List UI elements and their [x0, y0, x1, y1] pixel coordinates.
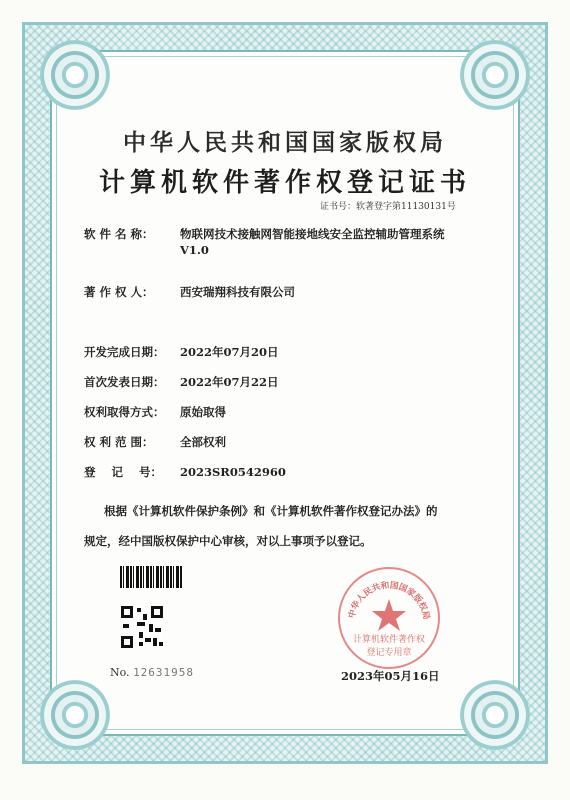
serial-prefix: No.	[110, 666, 130, 679]
seal-ring-text: 中华人民共和国国家版权局	[347, 580, 431, 621]
corner-rosette-icon	[460, 40, 530, 110]
software-name-row	[84, 226, 180, 242]
owner-row	[84, 284, 295, 300]
certificate-title: 计算机软件著作权登记证书	[98, 168, 471, 198]
certificate-number-label: 证书号：	[320, 202, 357, 212]
acquisition-label: 权利取得方式：	[84, 405, 165, 419]
seal-star-icon	[372, 599, 406, 631]
registration-row	[84, 464, 286, 480]
pub-date-label: 首次发表日期：	[84, 375, 165, 389]
certificate-number-value: 软著登字第11130131号	[356, 202, 456, 212]
serial-number	[110, 666, 194, 679]
software-name-value	[180, 226, 500, 258]
pub-date-row	[84, 374, 279, 390]
seal-text-line-2: 登记专用章	[366, 648, 412, 658]
certificate-number	[320, 199, 456, 212]
dev-date-value: 2022年07月20日	[180, 345, 279, 359]
serial-value: 12631958	[133, 666, 195, 679]
scope-label: 权 利 范 围：	[84, 435, 154, 449]
barcode-icon	[120, 566, 182, 588]
software-name-text: 物联网技术接触网智能接地线安全监控辅助管理系统	[180, 227, 445, 241]
corner-rosette-icon	[460, 680, 530, 750]
seal-text-line-1: 计算机软件著作权	[352, 635, 425, 645]
corner-rosette-icon	[40, 40, 110, 110]
official-seal	[338, 567, 440, 669]
qr-code-icon	[121, 606, 163, 648]
software-version-text: V1.0	[180, 243, 209, 257]
registration-label: 登 记 号：	[84, 465, 163, 479]
issue-date: 2023年05月16日	[341, 669, 440, 683]
dev-date-label: 开发完成日期：	[84, 345, 165, 359]
issuing-authority: 中华人民共和国国家版权局	[123, 129, 447, 156]
pub-date-value: 2022年07月22日	[180, 375, 279, 389]
owner-label: 著 作 权 人：	[84, 285, 154, 299]
scope-value: 全部权利	[180, 435, 226, 449]
dev-date-row	[84, 344, 279, 360]
corner-rosette-icon	[40, 680, 110, 750]
acquisition-row	[84, 404, 226, 420]
owner-value: 西安瑞翔科技有限公司	[180, 285, 295, 299]
software-name-label: 软 件 名 称：	[84, 227, 154, 241]
statement-line-2: 规定，经中国版权保护中心审核，对以上事项予以登记。	[84, 534, 372, 548]
statement-line-1: 根据《计算机软件保护条例》和《计算机软件著作权登记办法》的	[104, 504, 438, 518]
acquisition-value: 原始取得	[180, 405, 226, 419]
registration-value: 2023SR0542960	[180, 465, 286, 479]
scope-row	[84, 434, 226, 450]
